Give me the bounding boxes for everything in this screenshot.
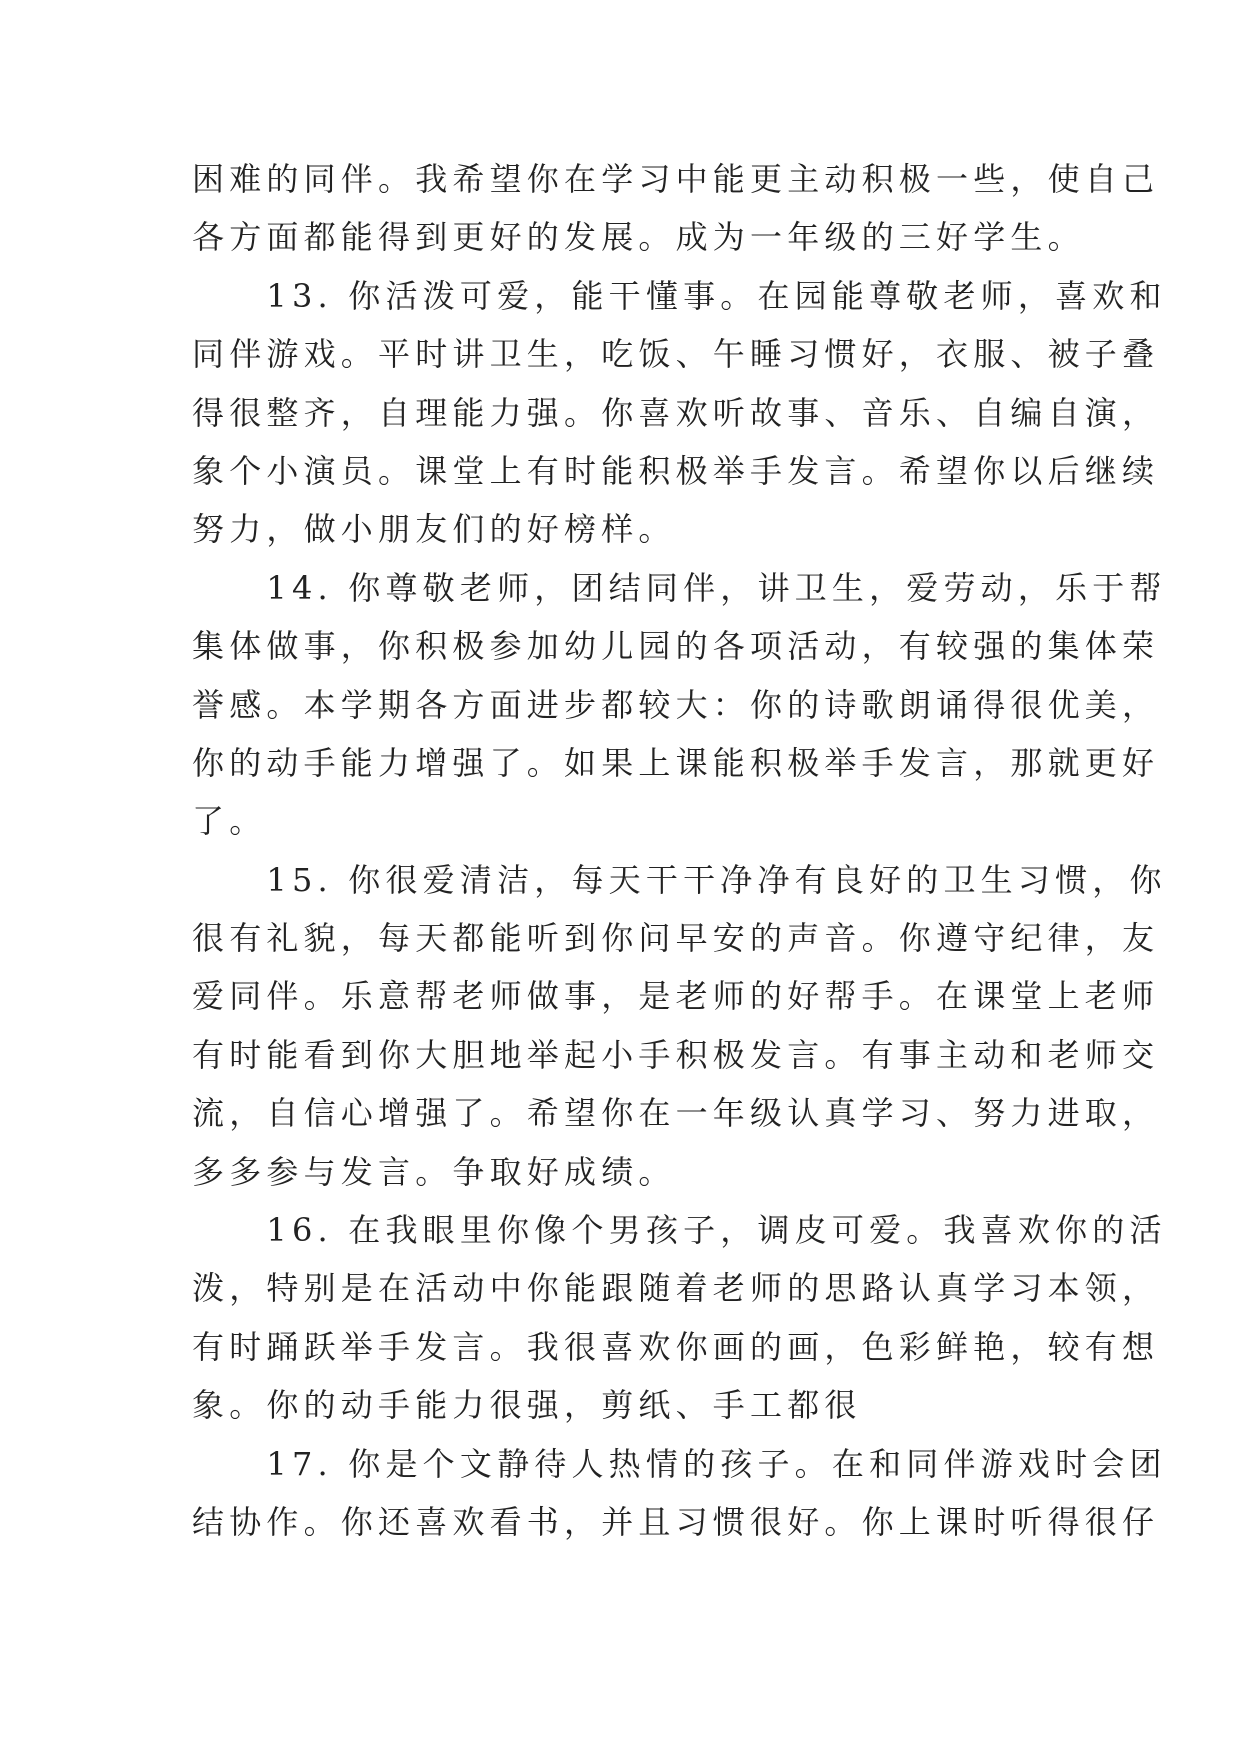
text-line: 困难的同伴。我希望你在学习中能更主动积极一些，使自己	[192, 160, 1160, 198]
text-line: 象个小演员。课堂上有时能积极举手发言。希望你以后继续	[192, 451, 1160, 490]
text-line: 象。你的动手能力很强，剪纸、手工都很	[192, 1386, 862, 1425]
text-line: 各方面都能得到更好的发展。成为一年级的三好学生。	[192, 218, 1085, 257]
text-line: 有时踊跃举手发言。我很喜欢你画的画，色彩鲜艳，较有想	[192, 1327, 1160, 1366]
text-line: 流，自信心增强了。希望你在一年级认真学习、努力进取，	[192, 1094, 1160, 1133]
text-line: 多多参与发言。争取好成绩。	[192, 1152, 676, 1191]
text-line: 誉感。本学期各方面进步都较大：你的诗歌朗诵得很优美，	[192, 685, 1160, 724]
text-line: 泼，特别是在活动中你能跟随着老师的思路认真学习本领，	[192, 1269, 1160, 1308]
text-line: 了。	[192, 802, 267, 841]
text-line: 有时能看到你大胆地举起小手积极发言。有事主动和老师交	[192, 1035, 1160, 1074]
text-line: 15. 你很爱清洁，每天干干净净有良好的卫生习惯，你	[192, 860, 1167, 899]
text-line: 你的动手能力增强了。如果上课能积极举手发言，那就更好	[192, 743, 1160, 782]
text-line: 得很整齐，自理能力强。你喜欢听故事、音乐、自编自演，	[192, 393, 1160, 432]
text-line: 努力，做小朋友们的好榜样。	[192, 510, 676, 549]
text-line: 16. 在我眼里你像个男孩子，调皮可爱。我喜欢你的活	[192, 1211, 1167, 1250]
text-line: 结协作。你还喜欢看书，并且习惯很好。你上课时听得很仔	[192, 1502, 1160, 1541]
text-line: 很有礼貌，每天都能听到你问早安的声音。你遵守纪律，友	[192, 919, 1160, 958]
text-line: 同伴游戏。平时讲卫生，吃饭、午睡习惯好，衣服、被子叠	[192, 335, 1160, 374]
text-line: 集体做事，你积极参加幼儿园的各项活动，有较强的集体荣	[192, 627, 1160, 666]
body-text	[192, 150, 1167, 1551]
text-line: 14. 你尊敬老师，团结同伴，讲卫生，爱劳动，乐于帮	[192, 568, 1167, 607]
text-line: 爱同伴。乐意帮老师做事，是老师的好帮手。在课堂上老师	[192, 977, 1160, 1016]
text-line: 13. 你活泼可爱，能干懂事。在园能尊敬老师，喜欢和	[192, 276, 1167, 315]
text-line: 17. 你是个文静待人热情的孩子。在和同伴游戏时会团	[192, 1444, 1167, 1483]
